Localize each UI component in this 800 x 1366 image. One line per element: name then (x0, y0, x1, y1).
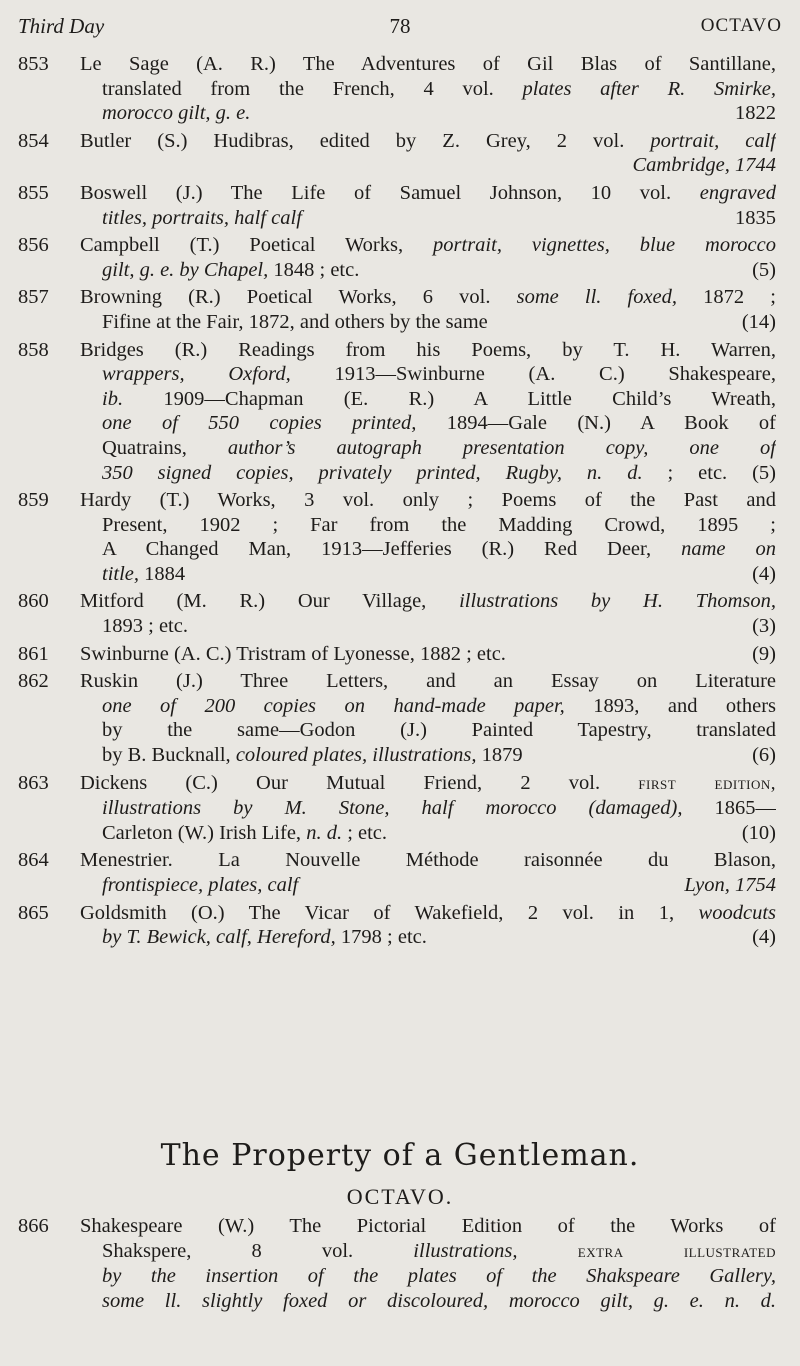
line-segment: illustrations by M. Stone, half morocco (damaged), (102, 797, 683, 820)
lot-description-line (80, 925, 776, 950)
line-end-text: (10) (741, 821, 776, 844)
lot-number: 858 (18, 338, 49, 361)
line-segment: 1894—Gale (N.) A Book of (416, 412, 776, 435)
line-end-text: Lyon, 1754 (684, 874, 776, 896)
line-segment: Campbell (T.) Poetical Works, (80, 234, 434, 257)
lot-entry (18, 771, 776, 846)
lot-number: 853 (18, 53, 49, 75)
lot-number: 854 (18, 129, 49, 152)
line-segment: some ll. foxed, (516, 286, 678, 309)
lot-list-2 (18, 1214, 776, 1316)
line-end-text: (4) (752, 926, 776, 949)
lot-description-line (80, 1289, 776, 1314)
line-segment: Boswell (J.) The Life of Samuel Johnson, 10 vol. (80, 181, 700, 204)
lot-description-line (80, 362, 776, 387)
lot-description-line (80, 537, 776, 562)
line-text (80, 642, 506, 667)
line-segment: one of 550 copies printed, (102, 412, 417, 435)
lot-description-line (80, 206, 776, 231)
lot-description-line (80, 873, 776, 898)
line-end-text: (5) (752, 258, 776, 281)
lot-description-line (80, 589, 776, 614)
line-segment: Fifine at the Fair, 1872, and others by the same (102, 310, 488, 333)
line-segment: Mitford (M. R.) Our Village, (80, 590, 460, 613)
lot-number: 863 (18, 771, 49, 794)
line-segment: titles, portraits, half calf (102, 206, 302, 229)
lot-description-line (80, 461, 776, 486)
line-end-text: (14) (741, 310, 776, 333)
lot-description-line (80, 669, 776, 694)
line-text (102, 101, 250, 126)
line-segment: wrappers, Oxford, (102, 363, 291, 386)
line-end-text: (3) (752, 615, 776, 638)
line-segment: 1848 ; etc. (268, 258, 360, 281)
line-segment: Goldsmith (O.) The Vicar of Wakefield, 2 vol. in 1, (80, 901, 699, 924)
lot-description-line (80, 387, 776, 412)
line-segment: 1872 ; (677, 286, 776, 309)
lot-description-line (80, 411, 776, 436)
lot-entry (18, 488, 776, 586)
lot-description-line (80, 614, 776, 639)
lot-entry (18, 129, 776, 178)
line-text (102, 925, 427, 950)
line-segment: Cambridge, 1744 (632, 154, 776, 177)
line-segment: Carleton (W.) Irish Life, (102, 821, 307, 844)
line-segment: title, (102, 562, 140, 585)
line-text (102, 821, 387, 846)
line-segment: gilt, g. e. by Chapel, (102, 258, 269, 281)
lot-description-line (80, 129, 776, 154)
lot-description-line (80, 233, 776, 258)
lot-description-line (80, 743, 776, 768)
line-segment: Dickens (C.) Our Mutual Friend, 2 vol. (80, 771, 639, 794)
lot-description-line (80, 848, 776, 873)
line-segment: 1884 (139, 562, 186, 585)
line-segment: Present, 1902 ; Far from the Madding Crowd, 1895 ; (102, 513, 776, 536)
lot-description-line (80, 77, 776, 102)
line-segment: by the insertion of the plates of the Shakspeare Gallery, (102, 1265, 776, 1288)
lot-number: 860 (18, 590, 49, 613)
line-text (102, 206, 302, 231)
line-text (102, 614, 188, 639)
lot-description-line (80, 181, 776, 206)
lot-description-line (80, 694, 776, 719)
line-segment: ; etc. (5) (642, 461, 776, 484)
lot-description-line (80, 258, 776, 283)
lot-description-line (80, 285, 776, 310)
line-segment: n. d. (306, 821, 343, 844)
lot-description-line (80, 101, 776, 126)
line-segment: translated from the French, 4 vol. (102, 77, 523, 100)
section-title: The Property of a Gentleman. (160, 1138, 640, 1173)
line-segment: illustrations, (413, 1239, 518, 1262)
lot-entry (18, 669, 776, 767)
lot-description-line (80, 1239, 776, 1265)
line-segment: one of 200 copies on hand-made paper, (102, 694, 565, 717)
line-segment: coloured plates, illustrations, (235, 744, 477, 767)
lot-number: 865 (18, 901, 49, 924)
line-segment: 1865— (682, 797, 776, 820)
lot-description-line (80, 436, 776, 461)
line-segment: by B. Bucknall, (102, 744, 236, 767)
line-segment: Menestrier. La Nouvelle Méthode raisonnée du Blason, (80, 849, 776, 872)
line-end-text: (9) (752, 642, 776, 665)
line-text (102, 258, 359, 283)
header-day: Third Day (18, 14, 105, 38)
line-end-text: (4) (752, 562, 776, 585)
line-segment: 1893 ; etc. (102, 615, 188, 638)
line-segment: Le Sage (A. R.) The Adventures of Gil Blas of Santillane, (80, 53, 776, 75)
line-segment: illustrations by H. Thomson, (459, 590, 776, 613)
section-subtitle: OCTAVO. (346, 1184, 454, 1209)
lot-entry (18, 848, 776, 897)
lot-entry (18, 642, 776, 667)
lot-entry (18, 589, 776, 638)
page-header (18, 12, 782, 40)
lot-entry (18, 285, 776, 334)
lot-description-line (80, 718, 776, 743)
line-segment: portrait, calf (650, 129, 776, 152)
line-segment: by the same—Godon (J.) Painted Tapestry, translated (102, 719, 776, 742)
line-segment: Shakspere, 8 vol. (102, 1239, 414, 1262)
lot-entry (18, 1214, 776, 1313)
line-text (102, 562, 185, 587)
line-segment: some ll. slightly foxed or discoloured, morocco gilt, g. e. n. d. (102, 1289, 776, 1312)
lot-number: 866 (18, 1215, 49, 1237)
line-segment: portrait, vignettes, blue morocco (433, 234, 776, 257)
lot-number: 856 (18, 234, 49, 257)
lot-entry (18, 901, 776, 950)
lot-description-line (80, 821, 776, 846)
lot-description-line (80, 562, 776, 587)
line-text (102, 873, 298, 898)
line-segment: morocco gilt, g. e. (102, 102, 251, 125)
lot-number: 862 (18, 670, 49, 693)
lot-description-line (80, 796, 776, 821)
lot-description-line (80, 771, 776, 797)
lot-list (18, 52, 776, 953)
line-segment: extra illustrated (517, 1240, 776, 1262)
lot-number: 857 (18, 286, 49, 309)
line-segment: woodcuts (698, 901, 776, 924)
line-segment: first edition, (638, 772, 776, 794)
line-segment: Browning (R.) Poetical Works, 6 vol. (80, 286, 517, 309)
lot-description-line (80, 488, 776, 513)
line-segment: author’s autograph presentation copy, one of (227, 436, 776, 459)
line-end-text: (6) (752, 744, 776, 767)
line-text (102, 743, 523, 768)
lot-entry (18, 181, 776, 230)
line-segment: by T. Bewick, calf, Hereford, (102, 926, 336, 949)
lot-entry (18, 338, 776, 486)
line-segment: frontispiece, plates, calf (102, 874, 299, 896)
line-segment: ib. (102, 387, 124, 410)
line-segment: 1909—Chapman (E. R.) A Little Child’s Wreath, (123, 387, 776, 410)
lot-description-line (80, 52, 776, 77)
line-segment: engraved (699, 181, 776, 204)
line-segment: 1893, and others (564, 694, 776, 717)
lot-description-line (80, 642, 776, 667)
line-text (102, 310, 488, 335)
lot-description-line (80, 338, 776, 363)
line-segment: 1798 ; etc. (335, 926, 427, 949)
line-segment: A Changed Man, 1913—Jefferies (R.) Red Deer, (102, 538, 682, 561)
lot-description-line (80, 1264, 776, 1289)
line-segment: Butler (S.) Hudibras, edited by Z. Grey, 2 vol. (80, 129, 651, 152)
line-segment: Ruskin (J.) Three Letters, and an Essay on Literature (80, 670, 776, 693)
line-segment: ; etc. (342, 821, 388, 844)
lot-description-line (80, 901, 776, 926)
line-segment: plates after R. Smirke, (522, 77, 776, 100)
lot-description-line (80, 1214, 776, 1239)
lot-description-line (80, 310, 776, 335)
line-segment: Hardy (T.) Works, 3 vol. only ; Poems of the Past and (80, 489, 776, 512)
line-segment: Bridges (R.) Readings from his Poems, by T. H. Warren, (80, 338, 776, 361)
line-segment: 1879 (476, 744, 523, 767)
lot-number: 855 (18, 181, 49, 204)
lot-number: 861 (18, 642, 49, 665)
page-number: 78 (389, 14, 411, 38)
line-segment: 1913—Swinburne (A. C.) Shakespeare, (290, 363, 776, 386)
line-segment: 350 signed copies, privately printed, Rugby, n. d. (102, 461, 643, 484)
lot-number: 859 (18, 489, 49, 512)
line-segment: name on (681, 538, 776, 561)
line-end-text: 1835 (735, 206, 776, 229)
lot-number: 864 (18, 849, 49, 872)
header-format: OCTAVO (700, 15, 782, 36)
line-segment: Swinburne (A. C.) Tristram of Lyonesse, 1882 ; etc. (80, 642, 506, 665)
lot-description-line (80, 513, 776, 538)
line-end-text: 1822 (735, 102, 776, 125)
lot-entry (18, 233, 776, 282)
line-segment: Quatrains, (102, 436, 228, 459)
lot-entry (18, 52, 776, 126)
lot-description-line (80, 153, 776, 178)
line-segment: Shakespeare (W.) The Pictorial Edition of the Works of (80, 1215, 776, 1237)
